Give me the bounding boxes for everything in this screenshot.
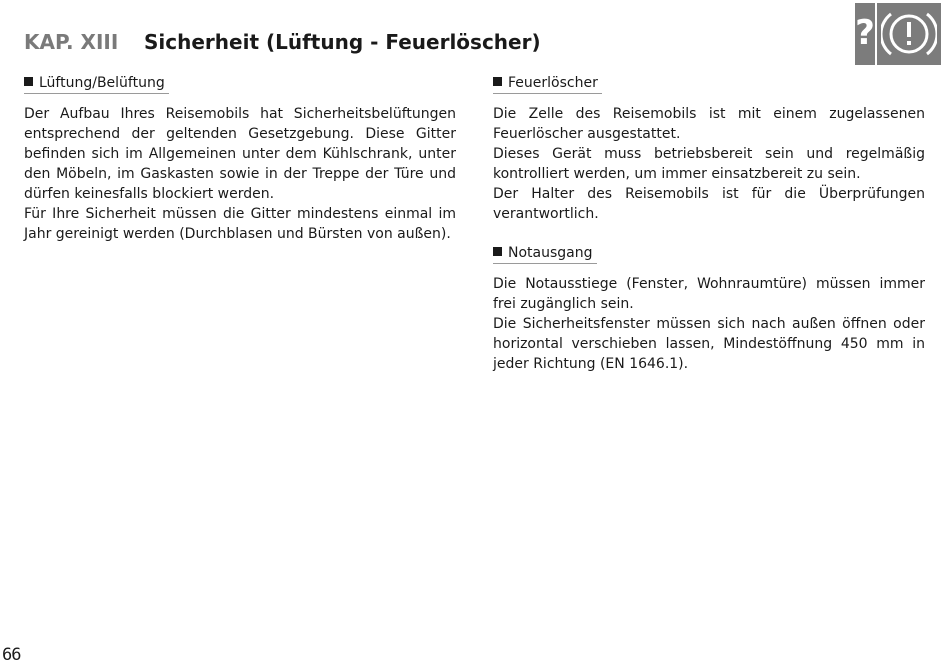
paragraph: Der Aufbau Ihres Reisemobils hat Sicherheitsbelüftungen entsprechend der geltenden Gesetzgebung. Diese Gitter befinden sich im Allgemeinen unter dem Kühlschrank, unter den Möbeln, im Gaskasten sowie in der Treppe der Türe und dürfen keinesfalls blockiert werden. <box>24 106 456 202</box>
header-icons <box>855 3 941 65</box>
square-bullet-icon <box>493 247 502 256</box>
section-heading-feuerloescher: Feuerlöscher <box>493 73 602 94</box>
page-title: Sicherheit (Lüftung - Feuerlöscher) <box>144 30 541 54</box>
section-heading-lueftung: Lüftung/Belüftung <box>24 73 169 94</box>
paragraph: Dieses Gerät muss betriebsbereit sein und regelmäßig kontrolliert werden, um immer einsatzbereit zu sein. <box>493 146 925 182</box>
square-bullet-icon <box>493 77 502 86</box>
chapter-label: KAP. XIII <box>24 30 119 54</box>
page-number: 66 <box>2 645 21 665</box>
paragraph: Der Halter des Reisemobils ist für die Überprüfungen verantwortlich. <box>493 186 925 222</box>
warning-icon <box>877 3 941 65</box>
left-column <box>24 72 456 244</box>
question-icon: ? <box>855 3 875 65</box>
paragraph: Für Ihre Sicherheit müssen die Gitter mindestens einmal im Jahr gereinigt werden (Durchblasen und Bürsten von außen). <box>24 206 456 242</box>
section-heading-notausgang: Notausgang <box>493 243 597 264</box>
paragraph: Die Zelle des Reisemobils ist mit einem zugelassenen Feuerlöscher ausgestattet. <box>493 106 925 142</box>
right-column <box>493 72 925 374</box>
paragraph: Die Notausstiege (Fenster, Wohnraumtüre) müssen immer frei zugänglich sein. <box>493 276 925 312</box>
square-bullet-icon <box>24 77 33 86</box>
paragraph: Die Sicherheitsfenster müssen sich nach außen öffnen oder horizontal verschieben lassen, Mindestöffnung 450 mm in jeder Richtung (EN 1646.1). <box>493 316 925 372</box>
